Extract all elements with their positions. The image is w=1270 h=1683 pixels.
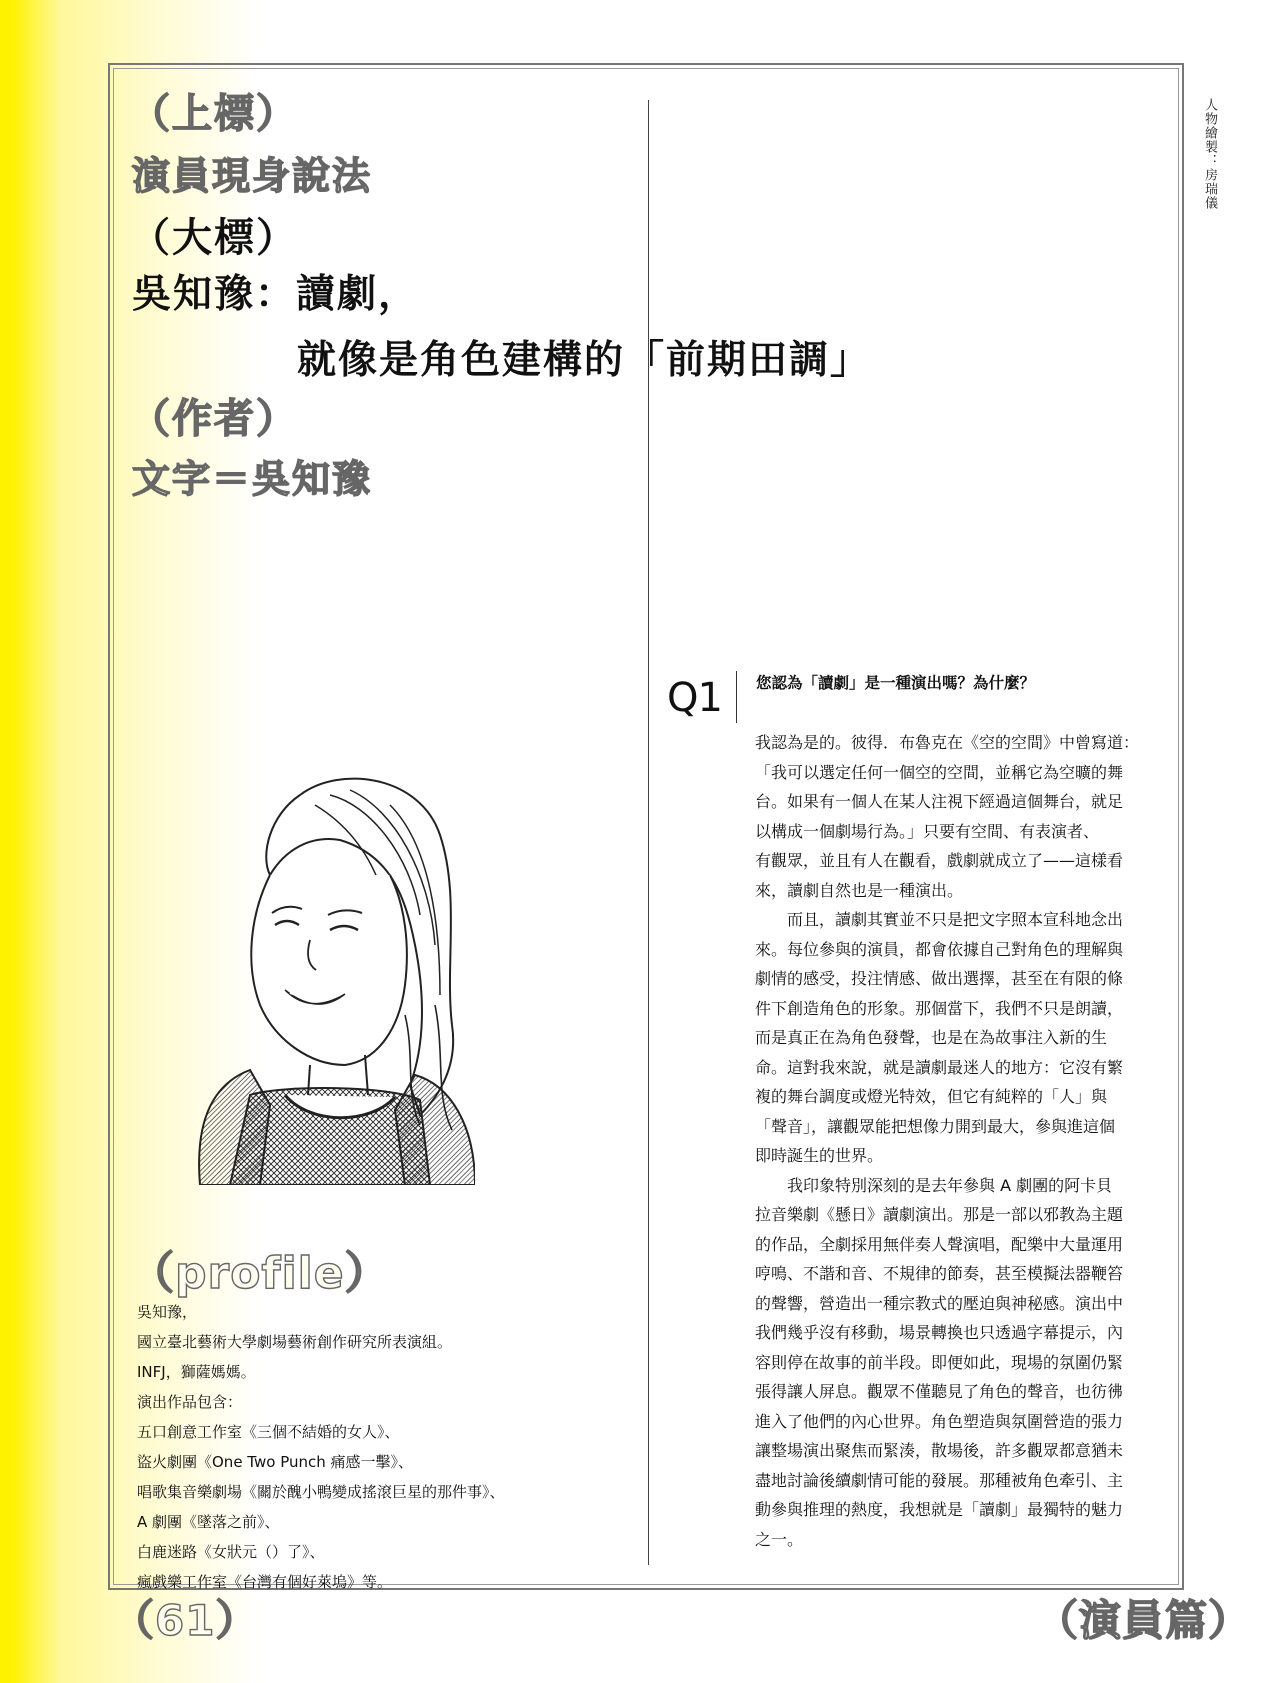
headline-line-1: 吳知豫：讀劇， xyxy=(132,272,420,317)
title-label: （大標） xyxy=(130,215,298,261)
profile-line: 吳知豫， xyxy=(137,1303,198,1321)
answer-line: 的聲響，營造出一種宗教式的壓迫與神秘感。演出中 xyxy=(755,1293,1124,1313)
answer-line: 之一。 xyxy=(755,1529,804,1549)
answer-line: 的作品，全劇採用無伴奏人聲演唱，配樂中大量運用 xyxy=(755,1234,1124,1254)
answer-line: 容則停在故事的前半段。即便如此，現場的氛圍仍緊 xyxy=(755,1352,1124,1372)
overtitle: 演員現身說法 xyxy=(132,154,373,198)
answer-line: 我印象特別深刻的是去年參與 A 劇團的阿卡貝 xyxy=(755,1175,1113,1195)
answer-paragraph xyxy=(755,1171,1165,1555)
answer-line: 台。如果有一個人在某人注視下經過這個舞台，就足 xyxy=(755,792,1124,811)
profile-line: 唱歌集音樂劇場《關於醜小鴨變成搖滾巨星的那件事》、 xyxy=(137,1483,505,1501)
question-number: Q1 xyxy=(667,675,722,721)
answer-line: 複的舞台調度或燈光特效，但它有純粹的「人」與 xyxy=(755,1087,1108,1106)
page-number: （61） xyxy=(112,1596,259,1645)
answer-line: 哼鳴、不諧和音、不規律的節奏，甚至模擬法器鞭笞 xyxy=(755,1264,1124,1283)
answer-line: 盡地討論後續劇情可能的發展。那種被角色牽引、主 xyxy=(755,1470,1124,1490)
profile-line: 國立臺北藝術大學劇場藝術創作研究所表演組。 xyxy=(137,1333,453,1351)
section-tag: （演員篇） xyxy=(1036,1596,1252,1645)
answer-line: 拉音樂劇《懸日》讀劇演出。那是一部以邪教為主題 xyxy=(755,1205,1124,1224)
profile-line: 盜火劇團《One Two Punch 痛感一擊》、 xyxy=(137,1453,414,1471)
portrait-illustration xyxy=(190,765,475,1185)
answer-line: 而是真正在為角色發聲，也是在為故事注入新的生 xyxy=(755,1028,1108,1047)
question-text: 您認為「讀劇」是一種演出嗎？為什麼？ xyxy=(756,674,1036,692)
profile-line: 白鹿迷路《女狀元（）了》、 xyxy=(137,1543,325,1561)
answer-line: 來，讀劇自然也是一種演出。 xyxy=(755,880,964,900)
question-divider xyxy=(736,671,737,723)
answer-paragraph xyxy=(755,905,1165,1171)
answer-line: 我認為是的。彼得．布魯克在《空的空間》中曾寫道： xyxy=(755,733,1140,752)
answer-line: 動參與推理的熱度，我想就是「讀劇」最獨特的魅力 xyxy=(755,1500,1124,1519)
overtitle-label: （上標） xyxy=(130,91,298,137)
answer-paragraph xyxy=(755,728,1165,905)
answer-line: 「聲音」，讓觀眾能把想像力開到最大，參與進這個 xyxy=(755,1116,1116,1136)
column-divider xyxy=(648,100,649,1565)
answer-line: 「我可以選定任何一個空的空間，並稱它為空曠的舞 xyxy=(755,762,1124,782)
profile-line: INFJ，獅薩媽媽。 xyxy=(137,1363,256,1381)
answer-line: 我們幾乎沒有移動，場景轉換也只透過字幕提示，內 xyxy=(755,1323,1124,1342)
answer-line: 即時誕生的世界。 xyxy=(755,1146,884,1165)
answer-line: 而且，讀劇其實並不只是把文字照本宣科地念出 xyxy=(755,910,1124,929)
profile-block xyxy=(137,1297,637,1597)
author-label: （作者） xyxy=(130,396,298,442)
profile-line: 演出作品包含： xyxy=(137,1393,243,1411)
answer-line: 進入了他們的內心世界。角色塑造與氛圍營造的張力 xyxy=(755,1411,1124,1431)
answer-body xyxy=(755,728,1165,1554)
answer-line: 命。這對我來說，就是讀劇最迷人的地方：它沒有繁 xyxy=(755,1057,1124,1077)
answer-line: 讓整場演出聚焦而緊湊，散場後，許多觀眾都意猶未 xyxy=(755,1441,1124,1460)
answer-line: 件下創造角色的形象。那個當下，我們不只是朗讀， xyxy=(755,998,1124,1018)
profile-line: 瘋戲樂工作室《台灣有個好萊塢》等。 xyxy=(137,1573,393,1591)
profile-line: A 劇團《墜落之前》、 xyxy=(137,1513,280,1531)
headline-line-2: 就像是角色建構的「前期田調」 xyxy=(297,338,872,383)
profile-line: 五口創意工作室《三個不結婚的女人》、 xyxy=(137,1423,400,1441)
answer-line: 張得讓人屏息。觀眾不僅聽見了角色的聲音，也彷彿 xyxy=(755,1382,1124,1401)
answer-line: 劇情的感受，投注情感、做出選擇，甚至在有限的條 xyxy=(755,969,1124,988)
answer-line: 以構成一個劇場行為。」只要有空間、有表演者、 xyxy=(755,821,1100,841)
illustrator-credit: 人物繪製：房瑞儀 xyxy=(1202,98,1217,210)
author-credit: 文字＝吳知豫 xyxy=(132,457,373,501)
answer-line: 有觀眾，並且有人在觀看，戲劇就成立了——這樣看 xyxy=(755,851,1124,870)
profile-label: （profile） xyxy=(130,1248,390,1299)
answer-line: 來。每位參與的演員，都會依據自己對角色的理解與 xyxy=(755,939,1124,959)
